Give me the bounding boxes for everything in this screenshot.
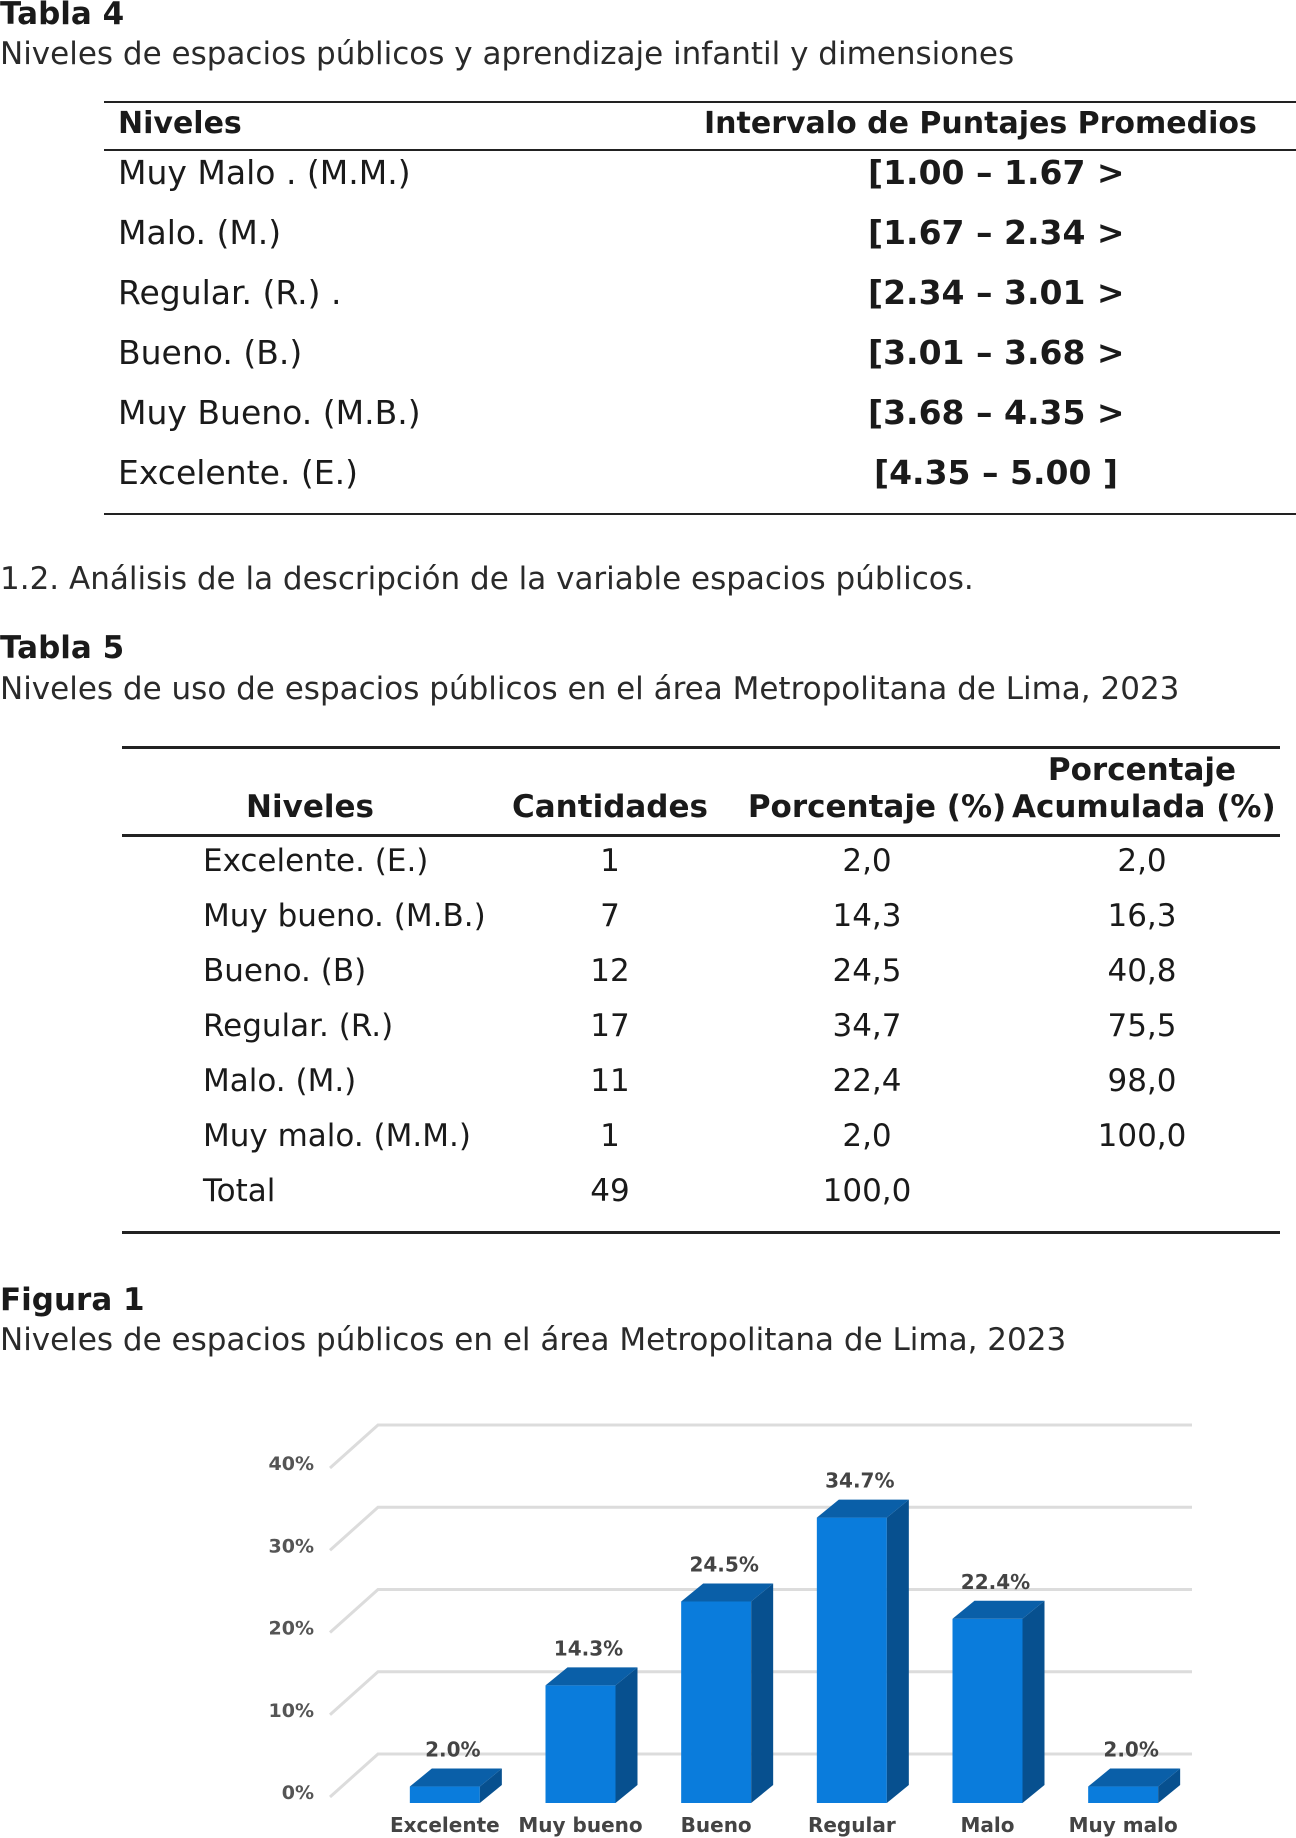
chart-y-ticks xyxy=(269,1453,314,1804)
table5-cumulative-cell: 16,3 xyxy=(1107,898,1177,934)
table5-count-cell: 49 xyxy=(590,1173,630,1209)
table4-interval-cell: [1.67 – 2.34 > xyxy=(868,213,1125,252)
gridline xyxy=(330,1507,1192,1550)
table4-header-level: Niveles xyxy=(118,106,242,141)
table5-header-level: Niveles xyxy=(246,789,374,825)
figure1-caption: Niveles de espacios públicos en el área Metropolitana de Lima, 2023 xyxy=(0,1322,1067,1358)
table5-percent-cell: 2,0 xyxy=(842,1118,892,1154)
bar-front xyxy=(817,1518,887,1803)
table4-level-cell: Muy Malo . (M.M.) xyxy=(118,153,411,192)
y-tick-label: 40% xyxy=(268,1453,314,1475)
table5-level-cell: Muy malo. (M.M.) xyxy=(203,1118,471,1154)
table5-cumulative-cell: 100,0 xyxy=(1097,1118,1187,1154)
x-tick-label: Muy malo xyxy=(1068,1813,1178,1837)
table4-interval-cell: [2.34 – 3.01 > xyxy=(868,273,1125,312)
table5-header-cumulative-line2: Acumulada (%) xyxy=(1012,789,1276,825)
table4-interval-cell: [3.01 – 3.68 > xyxy=(868,333,1125,372)
table4-level-cell: Muy Bueno. (M.B.) xyxy=(118,393,421,432)
table5-header-count: Cantidades xyxy=(512,789,708,825)
table5-level-cell: Excelente. (E.) xyxy=(203,843,429,879)
table4-level-cell: Excelente. (E.) xyxy=(118,453,358,492)
table5-percent-cell: 100,0 xyxy=(822,1173,912,1209)
table5-count-cell: 1 xyxy=(600,1118,620,1154)
data-label: 2.0% xyxy=(1103,1737,1159,1762)
table5-cumulative-cell: 98,0 xyxy=(1107,1063,1177,1099)
table5-cumulative-cell: 75,5 xyxy=(1107,1008,1177,1044)
bar-front xyxy=(681,1601,751,1803)
bar-front xyxy=(1088,1787,1158,1803)
table5-percent-cell: 34,7 xyxy=(832,1008,902,1044)
table4-header-interval: Intervalo de Puntajes Promedios xyxy=(704,106,1257,141)
y-tick-label: 10% xyxy=(268,1699,314,1722)
table5-level-cell: Muy bueno. (M.B.) xyxy=(203,898,486,934)
table5-level-cell: Regular. (R.) xyxy=(203,1008,394,1044)
data-label: 2.0% xyxy=(425,1737,481,1762)
section-heading: 1.2. Análisis de la descripción de la variable espacios públicos. xyxy=(0,561,974,597)
bar-side xyxy=(887,1500,909,1803)
chart-x-labels xyxy=(390,1813,1178,1837)
x-tick-label: Excelente xyxy=(389,1813,500,1837)
x-tick-label: Bueno xyxy=(680,1813,752,1837)
table5-percent-cell: 14,3 xyxy=(832,898,902,934)
y-tick-label: 0% xyxy=(281,1782,314,1804)
bar-side xyxy=(616,1667,638,1803)
bar-side xyxy=(751,1583,773,1803)
data-label: 34.7% xyxy=(825,1468,895,1493)
x-tick-label: Muy bueno xyxy=(518,1813,643,1837)
data-label: 14.3% xyxy=(553,1636,624,1661)
table5-label: Tabla 5 xyxy=(0,630,125,666)
bar-front xyxy=(410,1787,480,1803)
table4-level-cell: Regular. (R.) . xyxy=(118,273,342,312)
bar-front xyxy=(953,1619,1023,1803)
table5-count-cell: 17 xyxy=(590,1008,630,1044)
table5-percent-cell: 22,4 xyxy=(832,1063,902,1099)
table4-interval-cell: [1.00 – 1.67 > xyxy=(868,153,1125,192)
table4-interval-cell: [3.68 – 4.35 > xyxy=(868,393,1125,432)
bar-front xyxy=(546,1685,616,1803)
table5-cumulative-cell: 40,8 xyxy=(1107,953,1177,989)
x-tick-label: Regular xyxy=(807,1813,896,1837)
table4-caption: Niveles de espacios públicos y aprendizaje infantil y dimensiones xyxy=(0,36,1015,72)
x-tick-label: Malo xyxy=(960,1813,1015,1837)
chart-data-labels xyxy=(425,1469,1159,1762)
table4-level-cell: Bueno. (B.) xyxy=(118,333,303,372)
data-label: 24.5% xyxy=(689,1552,759,1577)
table5-count-cell: 12 xyxy=(590,953,630,989)
bar-side xyxy=(1023,1601,1045,1803)
table5-cumulative-cell: 2,0 xyxy=(1117,843,1167,879)
table5-count-cell: 7 xyxy=(600,898,620,934)
table5-level-cell: Total xyxy=(203,1173,276,1209)
table5-percent-cell: 24,5 xyxy=(832,953,902,989)
data-label: 22.4% xyxy=(960,1569,1031,1594)
table5-header-percent: Porcentaje (%) xyxy=(747,789,1007,825)
table4-interval-cell: [4.35 – 5.00 ] xyxy=(874,453,1118,492)
gridline xyxy=(330,1425,1192,1468)
figure1-label: Figura 1 xyxy=(0,1282,145,1318)
table4-level-cell: Malo. (M.) xyxy=(118,213,282,252)
table5-count-cell: 11 xyxy=(590,1063,630,1099)
chart-bars xyxy=(410,1500,1180,1803)
y-tick-label: 30% xyxy=(268,1535,314,1558)
table5-count-cell: 1 xyxy=(600,843,620,879)
table4-label: Tabla 4 xyxy=(0,0,125,32)
table5-level-cell: Bueno. (B) xyxy=(203,953,367,989)
table5-level-cell: Malo. (M.) xyxy=(203,1063,357,1099)
table5-percent-cell: 2,0 xyxy=(842,843,892,879)
table5-caption: Niveles de uso de espacios públicos en el área Metropolitana de Lima, 2023 xyxy=(0,671,1180,707)
y-tick-label: 20% xyxy=(268,1617,314,1640)
table5-header-cumulative-line1: Porcentaje xyxy=(1047,752,1237,788)
